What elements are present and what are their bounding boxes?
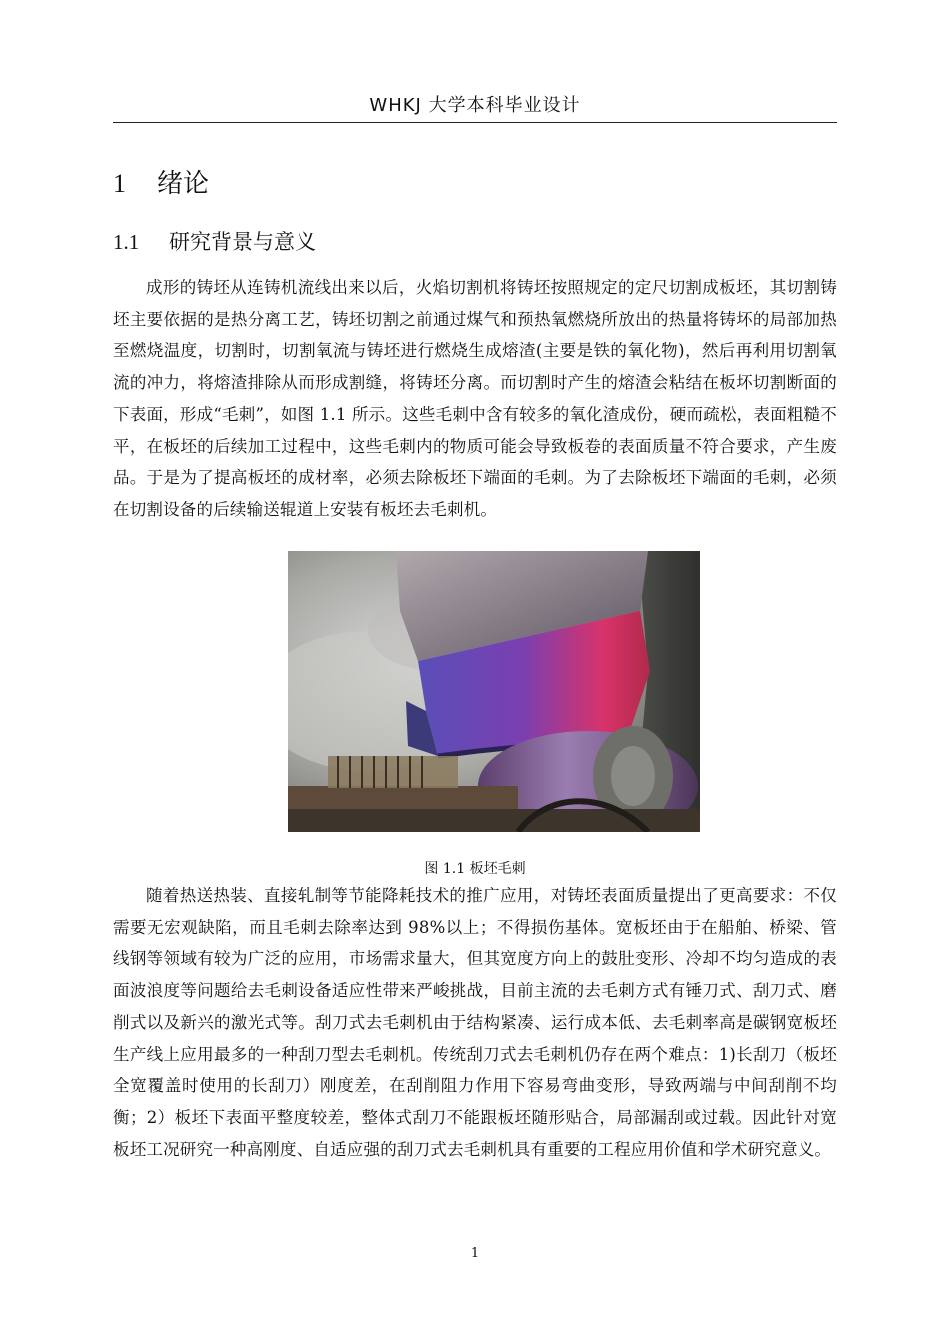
body-paragraph-1: 成形的铸坯从连铸机流线出来以后，火焰切割机将铸坯按照规定的定尺切割成板坯，其切割铸坯主要依据的是热分离工艺，铸坯切割之前通过煤气和预热氧燃烧所放出的热量将铸坏的局部加热至燃烧温度，切割时，切割氧流与铸坯进行燃烧生成熔渣(主要是铁的氧化物)，然后再利用切割氧流的冲力，将熔渣排除从而形成割缝，将铸坯分离。而切割时产生的熔渣会粘结在板坏切割断面的下表面，形成“毛刺”，如图 1.1 所示。这些毛刺中含有较多的氧化渣成份，硬而疏松，表面粗糙不平，在板坯的后续加工过程中，这些毛刺内的物质可能会导致板卷的表面质量不符合要求，产生废品。于是为了提高板坯的成材率，必须去除板坯下端面的毛刺。为了去除板坯下端面的毛刺，必须在切割设备的后续输送辊道上安装有板坯去毛刺机。 xyxy=(113,278,837,519)
chapter-heading xyxy=(113,168,209,200)
header-title: WHKJ 大学本科毕业设计 xyxy=(369,95,581,116)
section-number: 1.1 xyxy=(113,230,140,254)
slab-burr-photo xyxy=(288,551,700,832)
figure-caption: 图 1.1 板坯毛刺 xyxy=(424,861,526,877)
page-number: 1 xyxy=(470,1246,480,1261)
section-title: 研究背景与意义 xyxy=(169,230,316,254)
section-heading xyxy=(113,228,316,256)
chapter-title: 绪论 xyxy=(157,169,210,199)
page-header xyxy=(113,92,837,123)
body-paragraph-2: 随着热送热装、直接轧制等节能降耗技术的推广应用，对铸坯表面质量提出了更高要求：不仅需要无宏观缺陷，而且毛刺去除率达到 98%以上；不得损伤基体。宽板坯由于在船舶、桥梁、管线钢等领域有较为广泛的应用，市场需求量大，但其宽度方向上的鼓肚变形、冷却不均匀造成的表面波浪度等问题给去毛刺设备适应性带来严峻挑战，目前主流的去毛刺方式有锤刀式、刮刀式、磨削式以及新兴的激光式等。刮刀式去毛刺机由于结构紧凑、运行成本低、去毛刺率高是碳钢宽板坯生产线上应用最多的一种刮刀型去毛刺机。传统刮刀式去毛刺机仍存在两个难点：1)长刮刀（板坯全宽覆盖时使用的长刮刀）刚度差，在刮削阻力作用下容易弯曲变形，导致两端与中间刮削不均衡；2）板坯下表面平整度较差，整体式刮刀不能跟板坯随形贴合，局部漏刮或过载。因此针对宽板坯工况研究一种高刚度、自适应强的刮刀式去毛刺机具有重要的工程应用价值和学术研究意义。 xyxy=(113,886,837,1159)
chapter-number: 1 xyxy=(113,169,126,198)
